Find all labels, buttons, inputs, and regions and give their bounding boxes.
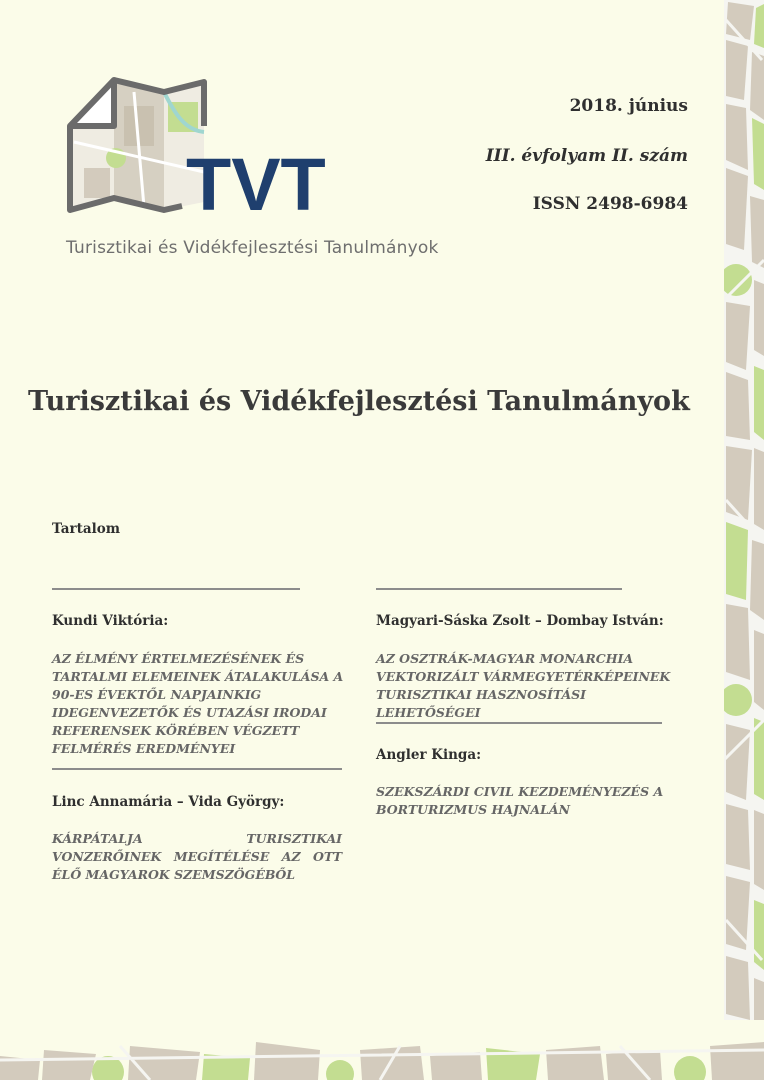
divider [376,588,622,590]
article-author: Magyari-Sáska Zsolt – Dombay István: [376,613,664,629]
journal-title: Turisztikai és Vidékfejlesztési Tanulmányok [28,386,690,417]
article-title[interactable]: SZEKSZÁRDI CIVIL KEZDEMÉNYEZÉS A BORTURIZMUS HAJNALÁN [376,784,664,817]
article-title[interactable]: AZ ÉLMÉNY ÉRTELMEZÉSÉNEK ÉS TARTALMI ELEMEINEK ÁTALAKULÁSA A 90-ES ÉVEKTŐL NAPJAINKIG IDEGENVEZETŐK ÉS UTAZÁSI IRODAI REFERENSEK KÖRÉBEN VÉGZETT FELMÉRÉS EREDMÉNYEI [52,651,344,756]
divider [52,768,342,770]
logo-mark-text: TVT [186,143,326,222]
article-author: Angler Kinga: [376,747,482,763]
divider [376,722,662,724]
article-title[interactable]: AZ OSZTRÁK-MAGYAR MONARCHIA VEKTORIZÁLT VÁRMEGYETÉRKÉPEINEK TURISZTIKAI HASZNOSÍTÁSI LEHETŐSÉGEI [376,651,671,720]
article-author: Linc Annamária – Vida György: [52,794,285,810]
issn: ISSN 2498-6984 [532,194,688,214]
mosaic-border-bottom [0,1020,764,1080]
logo-subtitle: Turisztikai és Vidékfejlesztési Tanulmányok [66,238,439,258]
folded-map-icon [70,80,204,210]
article-author: Kundi Viktória: [52,613,169,629]
mosaic-border-right [724,0,764,1080]
divider [52,588,300,590]
issue-date: 2018. június [569,96,688,116]
contents-label: Tartalom [52,521,121,537]
volume-number: III. évfolyam II. szám [485,146,688,166]
article-title[interactable]: KÁRPÁTALJA TURISZTIKAI VONZERŐINEK MEGÍTÉLÉSE AZ OTT ÉLŐ MAGYAROK SZEMSZÖGÉBŐL [52,831,342,882]
tvt-logo [64,72,334,222]
